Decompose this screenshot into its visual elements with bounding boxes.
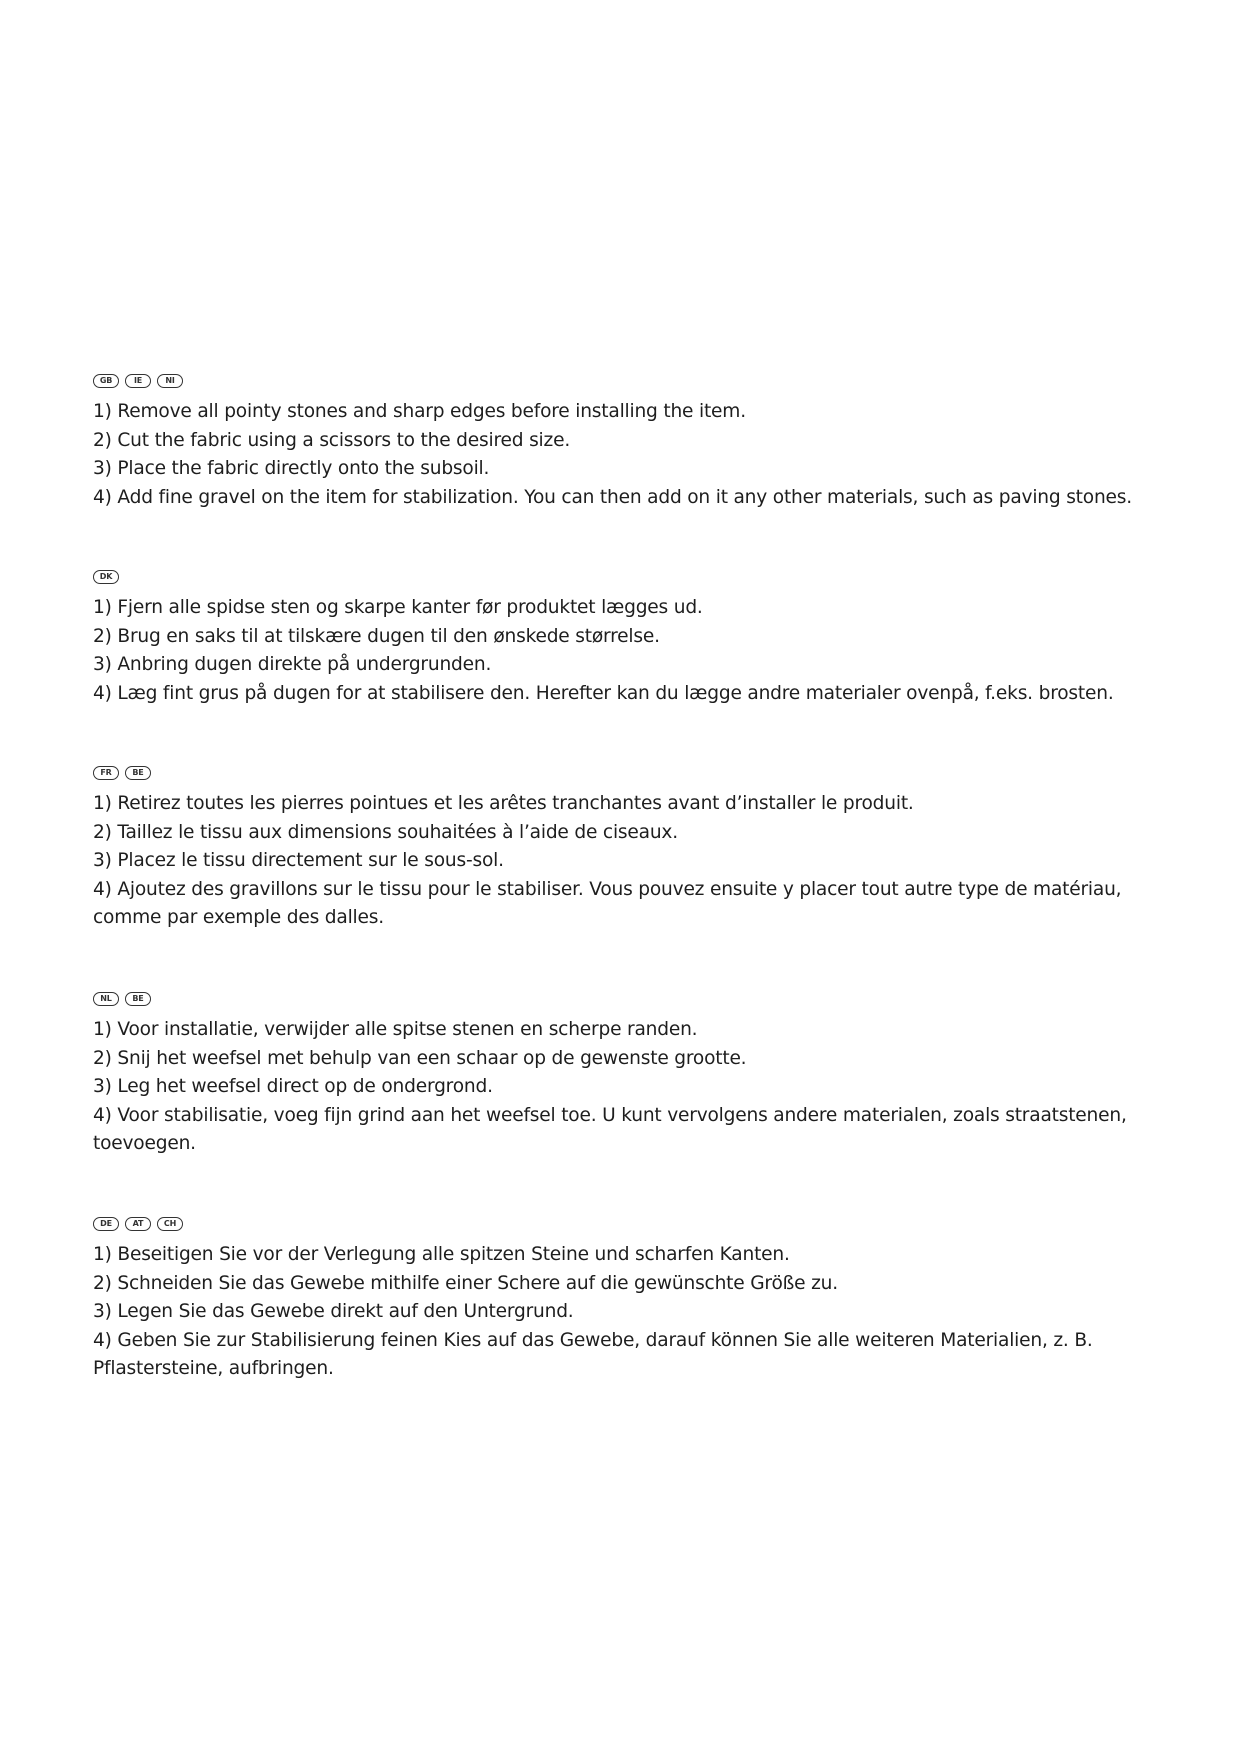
step-3: 3) Legen Sie das Gewebe direkt auf den Untergrund. bbox=[93, 1301, 574, 1322]
country-badges bbox=[93, 992, 1153, 1008]
step-4: 4) Voor stabilisatie, voeg fijn grind aan het weefsel toe. U kunt vervolgens andere materialen, zoals straatstenen, toevoegen. bbox=[93, 1104, 1127, 1154]
country-badge-at: AT bbox=[125, 1217, 151, 1231]
country-badge-gb: GB bbox=[93, 374, 119, 388]
step-3: 3) Placez le tissu directement sur le sous-sol. bbox=[93, 850, 504, 871]
step-2: 2) Taillez le tissu aux dimensions souhaitées à l’aide de ciseaux. bbox=[93, 821, 678, 843]
instruction-section-en bbox=[93, 374, 1153, 512]
step-2: 2) Brug en saks til at tilskære dugen til den ønskede størrelse. bbox=[93, 625, 660, 647]
step-4: 4) Ajoutez des gravillons sur le tissu pour le stabiliser. Vous pouvez ensuite y placer tout autre type de matériau, comme par exemple des dalles. bbox=[93, 878, 1122, 928]
step-3: 3) Leg het weefsel direct op de ondergrond. bbox=[93, 1076, 493, 1097]
country-badges bbox=[93, 766, 1153, 782]
step-1: 1) Fjern alle spidse sten og skarpe kanter før produktet lægges ud. bbox=[93, 597, 703, 618]
step-2: 2) Cut the fabric using a scissors to the desired size. bbox=[93, 429, 571, 451]
country-badge-de: DE bbox=[93, 1217, 119, 1231]
country-badges bbox=[93, 570, 1153, 586]
country-badge-be: BE bbox=[125, 992, 151, 1006]
instruction-section-dk bbox=[93, 570, 1153, 708]
step-1: 1) Beseitigen Sie vor der Verlegung alle spitzen Steine und scharfen Kanten. bbox=[93, 1244, 790, 1265]
country-badge-dk: DK bbox=[93, 570, 119, 584]
step-4: 4) Add fine gravel on the item for stabilization. You can then add on it any other materials, such as paving stones. bbox=[93, 486, 1132, 508]
step-4: 4) Læg fint grus på dugen for at stabilisere den. Herefter kan du lægge andre materialer ovenpå, f.eks. brosten. bbox=[93, 682, 1114, 704]
steps-list bbox=[93, 594, 1153, 708]
step-1: 1) Remove all pointy stones and sharp edges before installing the item. bbox=[93, 401, 746, 422]
instruction-section-fr bbox=[93, 766, 1153, 933]
country-badge-ie: IE bbox=[125, 374, 151, 388]
step-1: 1) Retirez toutes les pierres pointues et les arêtes tranchantes avant d’installer le produit. bbox=[93, 793, 914, 814]
step-2: 2) Snij het weefsel met behulp van een schaar op de gewenste grootte. bbox=[93, 1047, 747, 1069]
country-badges bbox=[93, 374, 1153, 390]
steps-list bbox=[93, 790, 1153, 933]
step-4: 4) Geben Sie zur Stabilisierung feinen Kies auf das Gewebe, darauf können Sie alle weiteren Materialien, z. B. Pflastersteine, aufbringen. bbox=[93, 1329, 1093, 1379]
step-2: 2) Schneiden Sie das Gewebe mithilfe einer Schere auf die gewünschte Größe zu. bbox=[93, 1272, 838, 1294]
instruction-section-nl bbox=[93, 992, 1153, 1159]
step-3: 3) Anbring dugen direkte på undergrunden. bbox=[93, 654, 492, 675]
country-badge-ni: NI bbox=[157, 374, 183, 388]
country-badge-ch: CH bbox=[157, 1217, 183, 1231]
country-badges bbox=[93, 1217, 1153, 1233]
step-1: 1) Voor installatie, verwijder alle spitse stenen en scherpe randen. bbox=[93, 1019, 698, 1040]
country-badge-fr: FR bbox=[93, 766, 119, 780]
steps-list bbox=[93, 1241, 1153, 1384]
country-badge-be: BE bbox=[125, 766, 151, 780]
instruction-section-de bbox=[93, 1217, 1153, 1384]
steps-list bbox=[93, 1016, 1153, 1159]
step-3: 3) Place the fabric directly onto the subsoil. bbox=[93, 458, 490, 479]
steps-list bbox=[93, 398, 1153, 512]
country-badge-nl: NL bbox=[93, 992, 119, 1006]
